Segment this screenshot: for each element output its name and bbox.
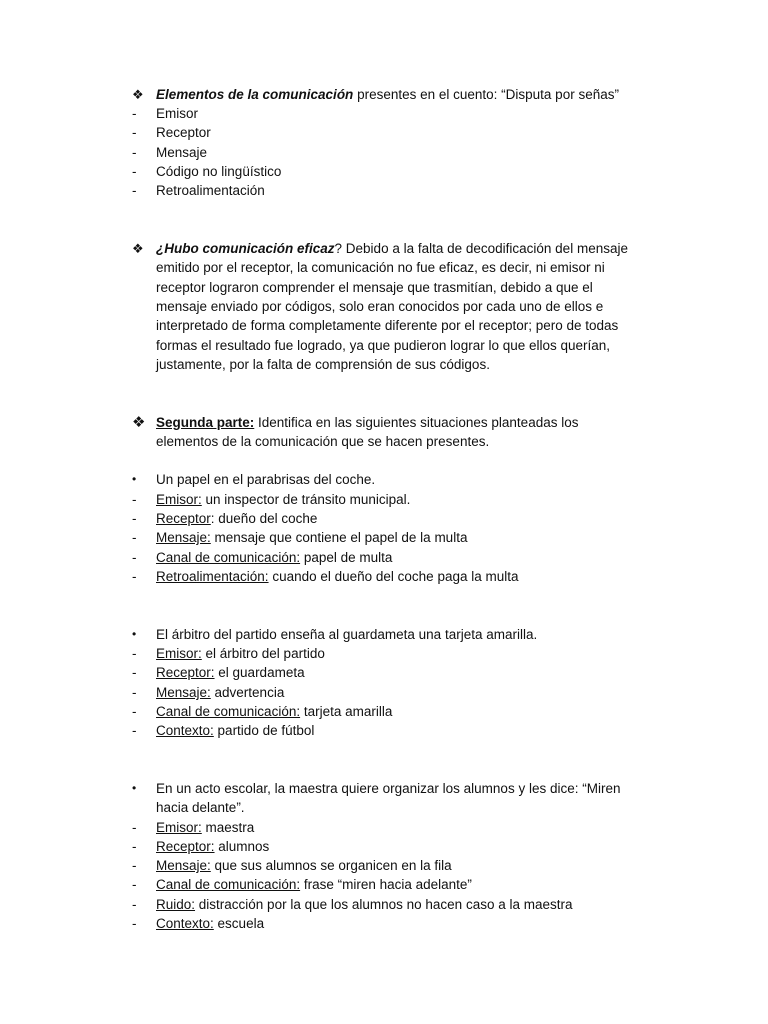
dash-marker: - (132, 569, 137, 584)
section3-line: elementos de la comunicación que se hacen presentes. (156, 434, 490, 449)
item-value: distracción por la que los alumnos no hacen caso a la maestra (195, 897, 573, 912)
situation-title: hacia delante”. (156, 800, 245, 815)
section1-title (156, 85, 619, 104)
dash-marker: - (132, 183, 137, 198)
item-label: Receptor (156, 511, 211, 526)
situation-item (156, 914, 264, 933)
section2-line: emitido por el receptor, la comunicación no fue eficaz, es decir, ni emisor ni (156, 260, 605, 275)
item-value: escuela (213, 916, 265, 931)
item-label: Canal de comunicación: (156, 877, 301, 892)
situation-item (156, 509, 317, 528)
item-label: Mensaje: (156, 530, 211, 545)
section2-line: interpretado de forma completamente diferente por el receptor; pero de todas (156, 318, 619, 333)
dash-marker: - (132, 858, 137, 873)
item-label: Retroalimentación: (156, 569, 269, 584)
dash-marker: - (132, 530, 137, 545)
situation-item (156, 895, 573, 914)
item-label: Ruido: (156, 897, 196, 912)
section2-line: justamente, por la falta de comprensión de sus códigos. (156, 357, 490, 372)
situation-item (156, 644, 325, 663)
item-label: Canal de comunicación: (156, 704, 301, 719)
item-label: Receptor: (156, 665, 215, 680)
item-label: Mensaje: (156, 685, 211, 700)
item-label: Mensaje: (156, 858, 211, 873)
situation-item (156, 837, 269, 856)
item-label: Contexto: (156, 916, 214, 931)
section1-item: Receptor (156, 125, 211, 140)
item-value: que sus alumnos se organicen en la fila (210, 858, 452, 873)
section3-line (156, 413, 578, 432)
dash-marker: - (132, 646, 137, 661)
dash-marker: - (132, 820, 137, 835)
item-value: maestra (201, 820, 255, 835)
situation-item (156, 567, 519, 586)
dash-marker: - (132, 106, 137, 121)
situation-title: El árbitro del partido enseña al guardameta una tarjeta amarilla. (156, 627, 538, 642)
diamond-bullet-icon: ❖ (132, 241, 144, 256)
item-value: tarjeta amarilla (300, 704, 393, 719)
dash-marker: - (132, 685, 137, 700)
situation-item (156, 663, 305, 682)
item-label: Emisor: (156, 646, 202, 661)
dash-marker: - (132, 492, 137, 507)
situation-item (156, 548, 392, 567)
situation-title: En un acto escolar, la maestra quiere organizar los alumnos y les dice: “Miren (156, 781, 621, 796)
situation-title: Un papel en el parabrisas del coche. (156, 472, 376, 487)
situation-item (156, 490, 410, 509)
section2-line-text: ? Debido a la falta de decodificación del mensaje (334, 241, 628, 256)
dash-marker: - (132, 839, 137, 854)
situation-item (156, 702, 392, 721)
diamond-bullet-icon: ❖ (132, 87, 144, 102)
item-value: alumnos (214, 839, 270, 854)
situation-item (156, 875, 472, 894)
dash-marker: - (132, 897, 137, 912)
dash-marker: - (132, 704, 137, 719)
situation-item (156, 721, 314, 740)
bullet-icon: • (132, 627, 137, 641)
section1-item: Retroalimentación (156, 183, 265, 198)
section1-item: Código no lingüístico (156, 164, 282, 179)
item-value: el árbitro del partido (201, 646, 325, 661)
item-label: Receptor: (156, 839, 215, 854)
item-value: mensaje que contiene el papel de la multa (210, 530, 468, 545)
dash-marker: - (132, 125, 137, 140)
dash-marker: - (132, 164, 137, 179)
dash-marker: - (132, 145, 137, 160)
section2-line (156, 239, 628, 258)
dash-marker: - (132, 550, 137, 565)
item-value: papel de multa (300, 550, 393, 565)
section2-line: mensaje enviado por códigos, solo eran conocidos por cada uno de ellos e (156, 299, 604, 314)
section1-item: Emisor (156, 106, 199, 121)
item-value: : dueño del coche (210, 511, 318, 526)
section1-title-italic: Elementos de la comunicación (156, 87, 354, 102)
section1-item: Mensaje (156, 145, 208, 160)
item-value: cuando el dueño del coche paga la multa (268, 569, 519, 584)
bullet-icon: • (132, 781, 137, 795)
dash-marker: - (132, 916, 137, 931)
bullet-icon: • (132, 472, 137, 486)
section2-line: receptor lograron comprender el mensaje que trasmitían, debido a que el (156, 280, 593, 295)
diamond-bullet-icon: ❖ (132, 414, 146, 431)
item-value: frase “miren hacia adelante” (300, 877, 472, 892)
dash-marker: - (132, 665, 137, 680)
situation-item (156, 528, 467, 547)
section1-title-rest: presentes en el cuento: “Disputa por señas” (353, 87, 619, 102)
dash-marker: - (132, 511, 137, 526)
section2-line: formas el resultado fue logrado, ya que pudieron lograr lo que ellos querían, (156, 338, 611, 353)
item-label: Canal de comunicación: (156, 550, 301, 565)
item-label: Emisor: (156, 820, 202, 835)
dash-marker: - (132, 723, 137, 738)
situation-item (156, 683, 284, 702)
item-value: advertencia (210, 685, 285, 700)
situation-item (156, 818, 254, 837)
item-value: un inspector de tránsito municipal. (201, 492, 411, 507)
section3-heading: Segunda parte: (156, 415, 255, 430)
situation-item (156, 856, 452, 875)
dash-marker: - (132, 877, 137, 892)
item-value: partido de fútbol (213, 723, 315, 738)
item-label: Emisor: (156, 492, 202, 507)
section3-line1: Identifica en las siguientes situaciones planteadas los (254, 415, 579, 430)
section2-title-italic: ¿Hubo comunicación eficaz (156, 241, 335, 256)
item-label: Contexto: (156, 723, 214, 738)
item-value: el guardameta (214, 665, 305, 680)
